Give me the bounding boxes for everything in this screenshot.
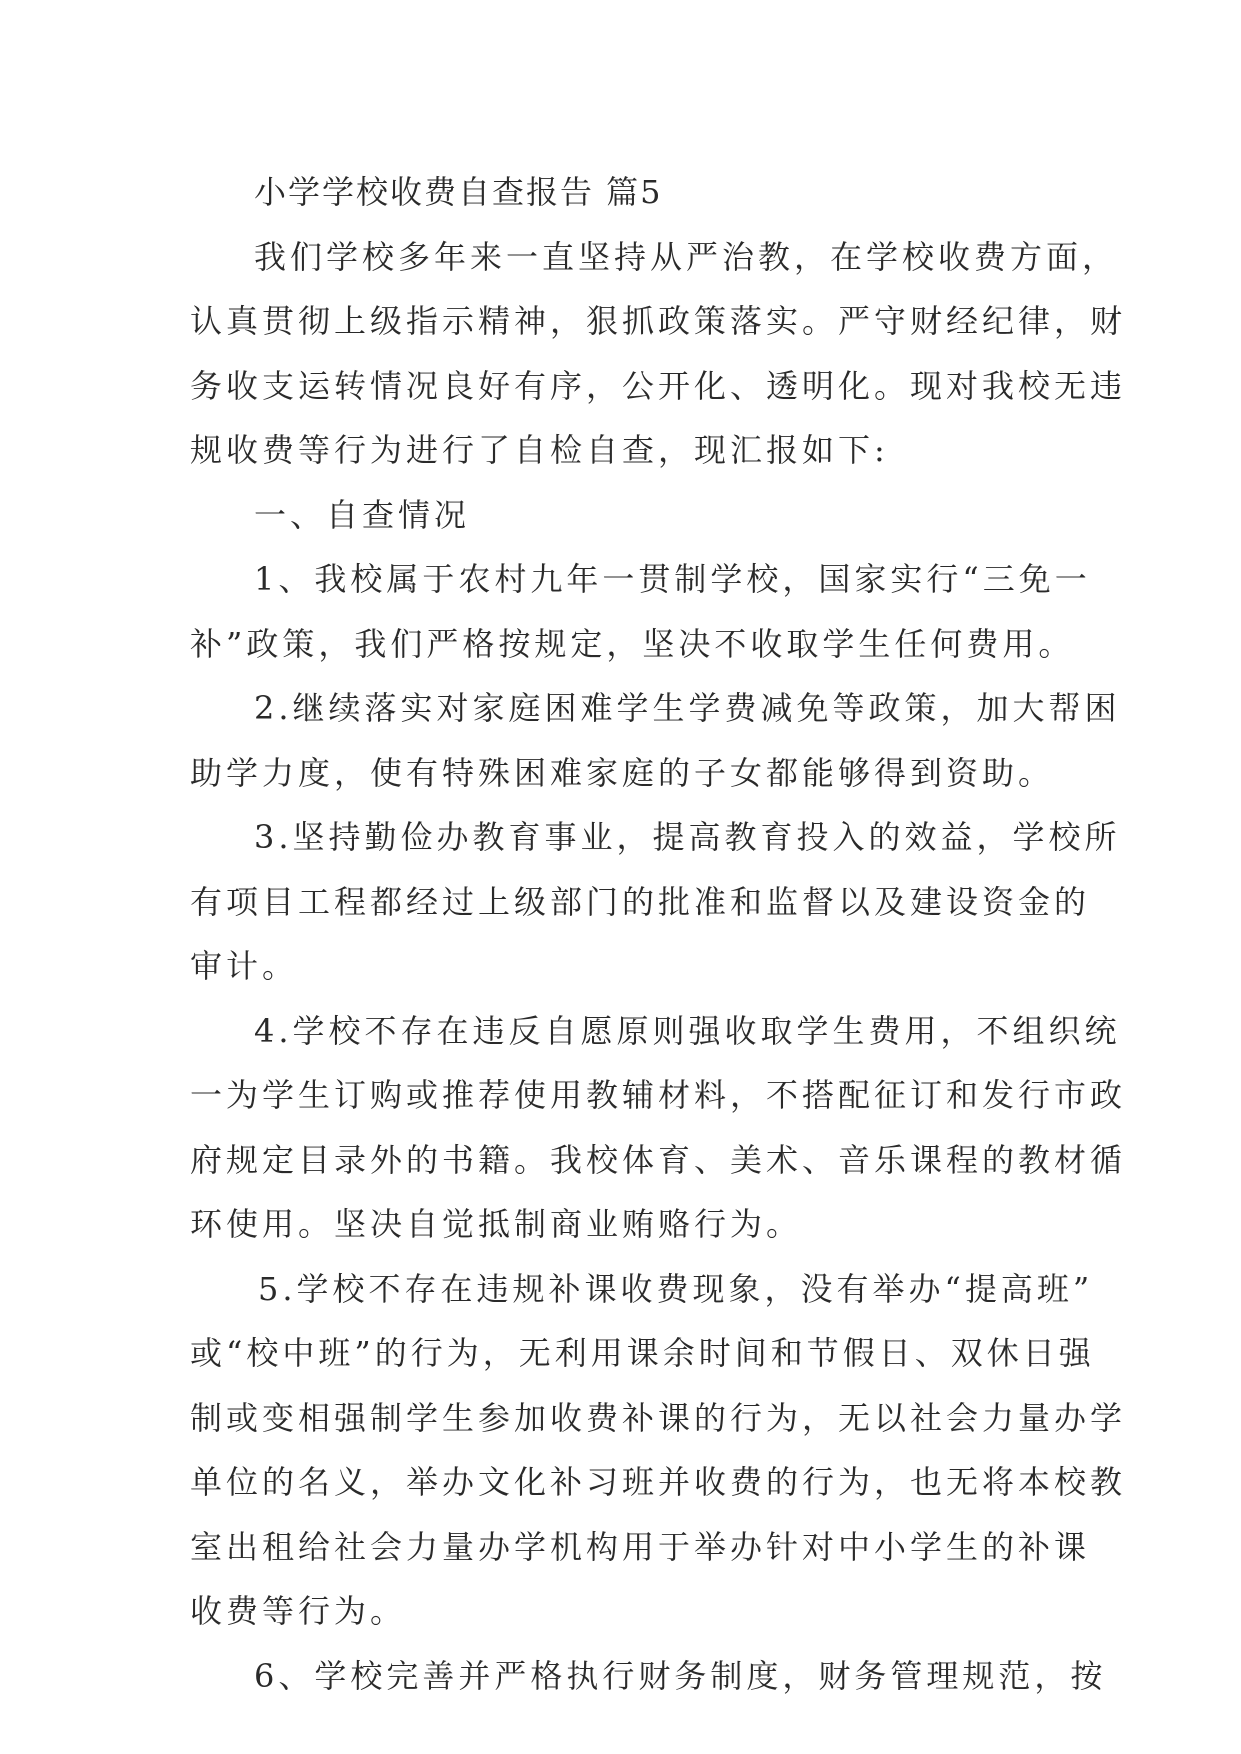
paragraph-line: 或“校中班”的行为，无利用课余时间和节假日、双休日强 — [190, 1334, 1095, 1372]
section-heading: 一、自查情况 — [254, 495, 471, 534]
document-title: 小学学校收费自查报告 篇5 — [254, 173, 663, 211]
paragraph-line: 认真贯彻上级指示精神，狠抓政策落实。严守财经纪律，财 — [190, 302, 1127, 340]
paragraph-line: 6、学校完善并严格执行财务制度，财务管理规范，按 — [254, 1656, 1107, 1695]
paragraph-line: 府规定目录外的书籍。我校体育、美术、音乐课程的教材循 — [190, 1140, 1127, 1179]
paragraph-line: 有项目工程都经过上级部门的批准和监督以及建设资金的 — [190, 882, 1091, 921]
paragraph-line: 3.坚持勤俭办教育事业，提高教育投入的效益，学校所 — [254, 818, 1121, 856]
paragraph-line: 1、我校属于农村九年一贯制学校，国家实行“三免一 — [254, 560, 1091, 598]
paragraph-line: 收费等行为。 — [190, 1592, 407, 1630]
paragraph-line: 4.学校不存在违反自愿原则强收取学生费用，不组织统 — [254, 1011, 1121, 1050]
document-body — [190, 160, 1127, 1708]
paragraph-line: 务收支运转情况良好有序，公开化、透明化。现对我校无违 — [190, 366, 1127, 405]
paragraph-line: 审计。 — [190, 947, 299, 985]
paragraph-line: 制或变相强制学生参加收费补课的行为，无以社会力量办学 — [190, 1398, 1127, 1437]
paragraph-line: 环使用。坚决自觉抵制商业贿赂行为。 — [190, 1205, 803, 1243]
paragraph-line: 助学力度，使有特殊困难家庭的子女都能够得到资助。 — [190, 753, 1055, 792]
paragraph-line: 规收费等行为进行了自检自查，现汇报如下: — [190, 431, 889, 469]
paragraph-line: 我们学校多年来一直坚持从严治教，在学校收费方面， — [254, 237, 1119, 276]
paragraph-line: 一为学生订购或推荐使用教辅材料，不搭配征订和发行市政 — [190, 1076, 1127, 1114]
paragraph-line: 补”政策，我们严格按规定，坚决不收取学生任何费用。 — [190, 624, 1075, 663]
paragraph-line: 室出租给社会力量办学机构用于举办针对中小学生的补课 — [190, 1527, 1091, 1566]
paragraph-line: 5.学校不存在违规补课收费现象，没有举办“提高班” — [258, 1269, 1094, 1308]
paragraph-line: 单位的名义，举办文化补习班并收费的行为，也无将本校教 — [190, 1463, 1127, 1501]
paragraph-line: 2.继续落实对家庭困难学生学费减免等政策，加大帮困 — [254, 689, 1121, 727]
